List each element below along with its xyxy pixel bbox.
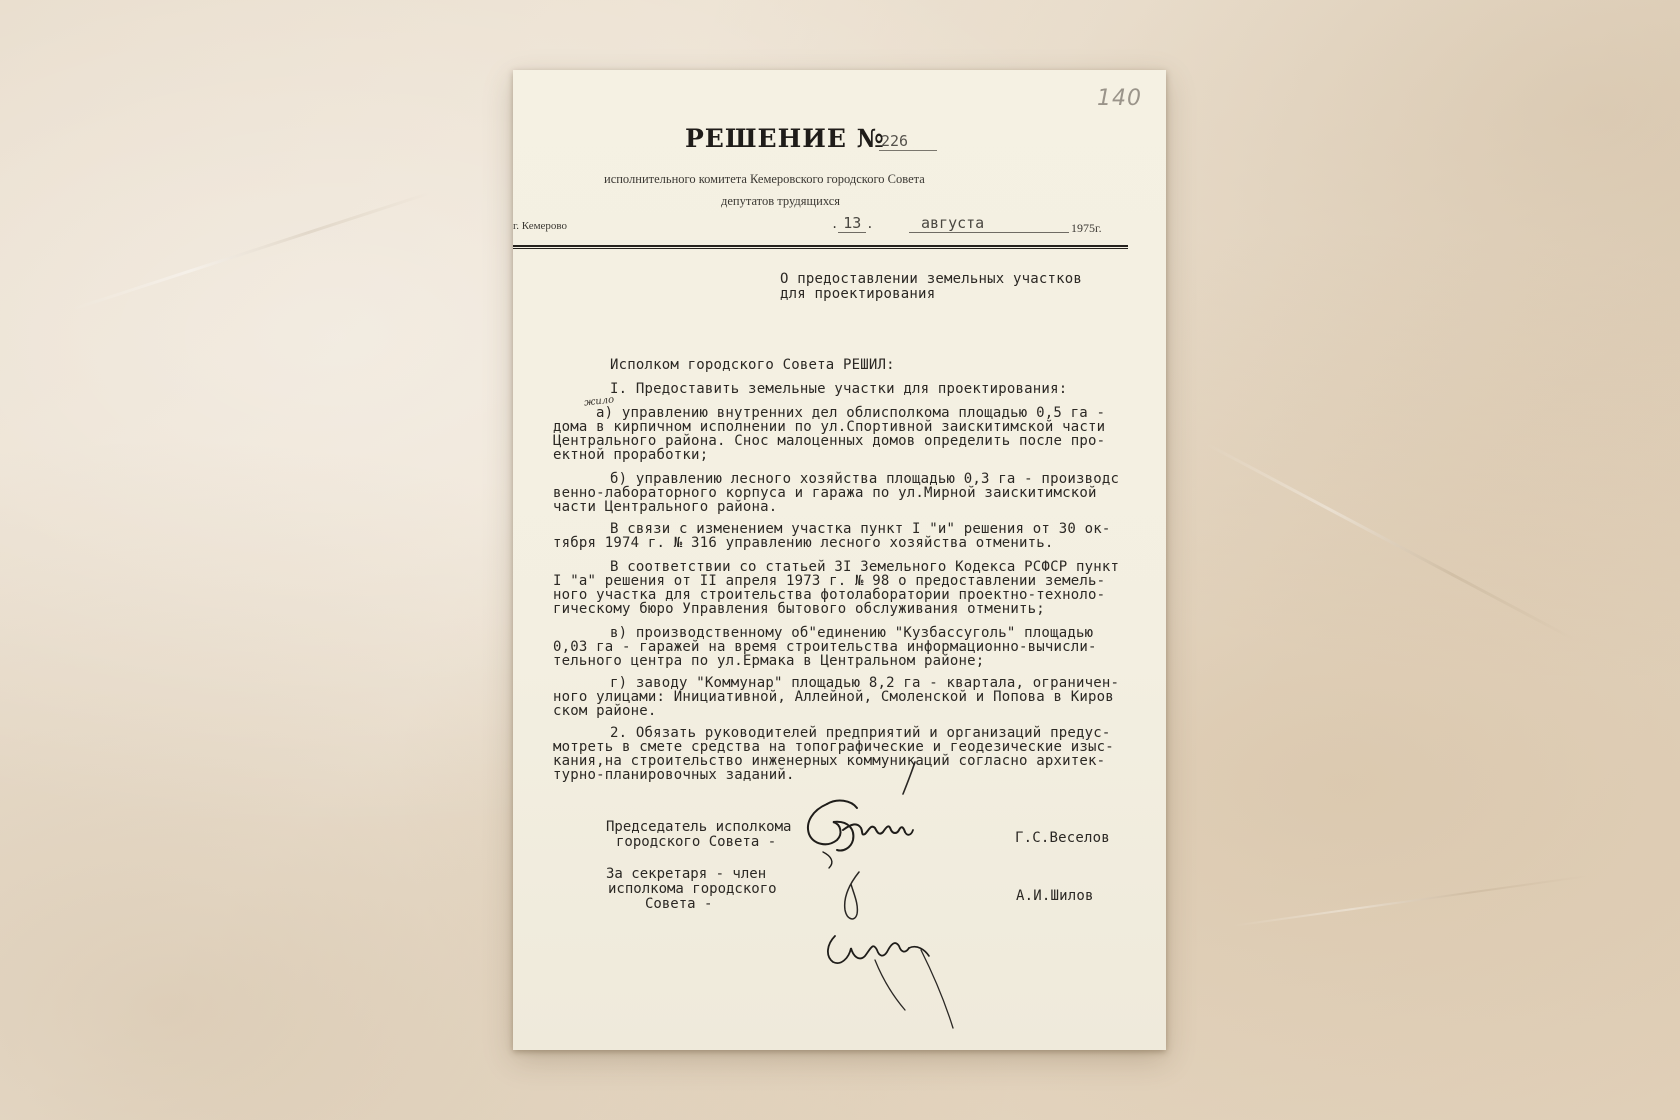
body-line: ском районе. (553, 703, 657, 719)
topic-line-2: для проектирования (780, 286, 936, 302)
body-line: венно-лабораторного корпуса и гаража по ул.Мирной заискитимской (553, 485, 1097, 501)
page-number: 140 (1097, 86, 1142, 111)
handwritten-insert: жило (583, 394, 615, 409)
body-line: г) заводу "Коммунар" площадью 8,2 га - квартала, ограничен- (610, 675, 1120, 691)
secretary-label-line-3: Совета - (645, 896, 713, 912)
issuer-line-2: депутатов трудящихся (721, 194, 841, 208)
chairman-label-line-1: Председатель исполкома (606, 819, 792, 835)
body-line: В связи с изменением участка пункт I "и" решения от 30 ок- (610, 521, 1111, 537)
body-line: тября 1974 г. № 316 управлению лесного хозяйства отменить. (553, 535, 1054, 551)
body-line: ектной проработки; (553, 447, 709, 463)
city: г. Кемерово (513, 220, 568, 232)
body-line: ного участка для строительства фотолаборатории проектно-техноло- (553, 587, 1106, 603)
body-line: 2. Обязать руководителей предприятий и организаций предус- (610, 725, 1111, 741)
background-crease (69, 191, 431, 311)
date-year: 1975г. (1071, 221, 1102, 235)
document-title: РЕШЕНИЕ № (685, 124, 885, 153)
body-line: Центрального района. Снос малоценных домов определить после про- (553, 433, 1106, 449)
topic-line-1: О предоставлении земельных участков (780, 271, 1083, 287)
body-line: I. Предоставить земельные участки для проектирования: (610, 381, 1068, 397)
body-line: мотреть в смете средства на топографические и геодезические изыс- (553, 739, 1114, 755)
body-line: тельного центра по ул.Ермака в Центральном районе; (553, 653, 985, 669)
body-line: I "а" решения от II апреля 1973 г. № 98 о предоставлении земель- (553, 573, 1106, 589)
body-line: дома в кирпичном исполнении по ул.Спортивной заискитимской части (553, 419, 1106, 435)
issuer-line-1: исполнительного комитета Кемеровского городского Совета (604, 172, 925, 186)
secretary-label-line-1: За секретаря - член (606, 866, 767, 882)
date-day: . 13 . (831, 214, 874, 232)
chairman-signature (803, 760, 943, 870)
background-crease (1232, 875, 1589, 927)
secretary-signature (813, 870, 983, 1030)
header-rule (513, 245, 1128, 249)
body-line: В соответствии со статьей 3I Земельного Кодекса РСФСР пункт (610, 559, 1120, 575)
document-page (513, 70, 1166, 1050)
body-line: турно-планировочных заданий. (553, 767, 795, 783)
chairman-label-line-2: городского Совета - (616, 834, 777, 850)
date-day-value: 13 (838, 214, 866, 233)
body-line: Исполком городского Совета РЕШИЛ: (610, 357, 895, 373)
decision-number: 226 (879, 132, 937, 151)
background-crease (1204, 442, 1576, 642)
body-line: а) управлению внутренних дел облисполкома площадью 0,5 га - (596, 405, 1106, 421)
body-line: части Центрального района. (553, 499, 778, 515)
secretary-name: А.И.Шилов (1016, 888, 1094, 904)
body-line: гическому бюро Управления бытового обслуживания отменить; (553, 601, 1045, 617)
body-line: 0,03 га - гаражей на время строительства информационно-вычисли- (553, 639, 1097, 655)
body-line: б) управлению лесного хозяйства площадью 0,3 га - производс (610, 471, 1120, 487)
body-line: ного улицами: Инициативной, Аллейной, Смоленской и Попова в Киров (553, 689, 1114, 705)
chairman-name: Г.С.Веселов (1015, 830, 1110, 846)
date-month: августа (909, 214, 1069, 233)
body-line: кания,на строительство инженерных коммуникаций согласно архитек- (553, 753, 1106, 769)
body-line: в) производственному об"единению "Кузбассуголь" площадью (610, 625, 1094, 641)
secretary-label-line-2: исполкома городского (608, 881, 777, 897)
